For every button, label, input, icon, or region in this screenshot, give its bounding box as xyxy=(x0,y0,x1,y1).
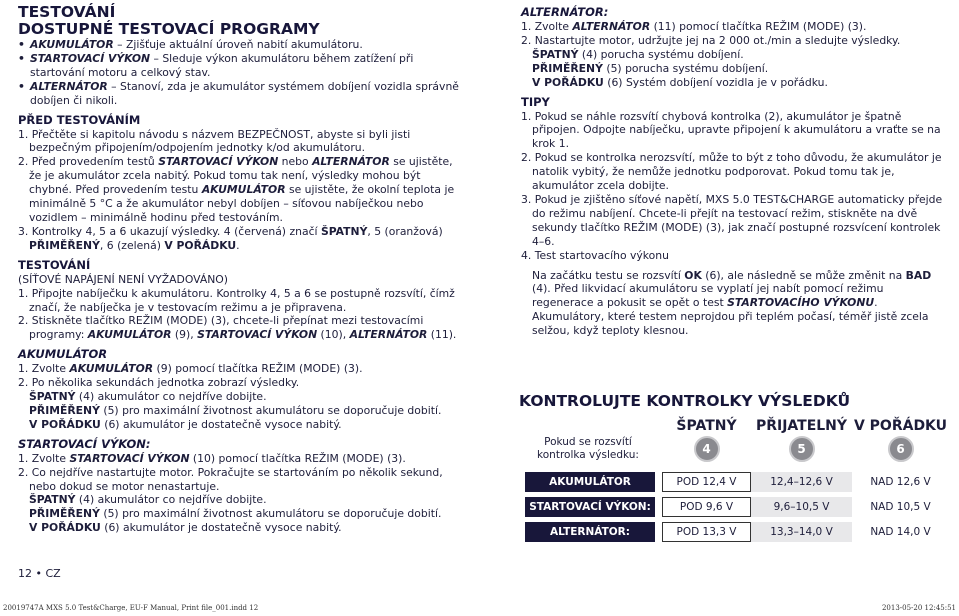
section-title-programs: DOSTUPNÉ TESTOVACÍ PROGRAMY xyxy=(18,20,320,38)
left-column xyxy=(18,4,463,535)
page-footer xyxy=(18,567,61,580)
footer-bullet: • xyxy=(35,567,42,580)
list-item: • ALTERNÁTOR – Stanoví, zda je akumulátor systémem dobíjení vozidla správně dobíjen či nikoli. xyxy=(18,80,463,108)
testing-subtitle: (SÍŤOVÉ NAPÁJENÍ NENÍ VYŽADOVÁNO) xyxy=(18,272,229,286)
lamp-5-icon: 5 xyxy=(789,436,815,462)
imprint-date: 2013-05-20 12:45:51 xyxy=(881,604,956,612)
section-title-tips: TIPY xyxy=(521,94,550,109)
list-item: • STARTOVACÍ VÝKON – Sleduje výkon akumulátoru během zatížení při startování motoru a celkový stav. xyxy=(18,52,463,80)
section-title-testing: TESTOVÁNÍ xyxy=(18,257,91,272)
header-ok: V POŘÁDKU 6 xyxy=(852,418,949,462)
results-table xyxy=(519,392,949,545)
akum-step-2: 2. Po několika sekundách jednotka zobrazí výsledky. xyxy=(18,376,300,390)
section-title-start: STARTOVACÍ VÝKON: xyxy=(18,436,151,451)
akum-result-fair: PŘIMĚŘENÝ (5) pro maximální životnost akumulátoru se doporučuje dobití. xyxy=(29,403,442,417)
alt-result-ok: V POŘÁDKU (6) Systém dobíjení vozidla je v pořádku. xyxy=(532,75,828,89)
section-title-alternator: ALTERNÁTOR: xyxy=(521,5,609,19)
header-bad: ŠPATNÝ 4 xyxy=(662,418,751,462)
akum-step-1: 1. Zvolte AKUMULÁTOR (9) pomocí tlačítka REŽIM (MODE) (3). xyxy=(18,362,363,376)
page-title: TESTOVÁNÍ xyxy=(18,3,116,21)
table-cell: 12,4–12,6 V xyxy=(751,472,852,492)
row-label: STARTOVACÍ VÝKON: xyxy=(525,497,655,517)
start-result-ok: V POŘÁDKU (6) akumulátor je dostatečně vysoce nabitý. xyxy=(29,521,342,535)
tip-3: 3. Pokud je zjištěno síťové napětí, MXS 5.0 TEST&CHARGE automaticky přejde do režimu nabíjení. Chcete-li přejít na testovací režim, stiskněte na dvě sekundy tlačítko REŽIM (MODE) (3), jak značí postupné rozsvícení kontrolek 4–6. xyxy=(521,192,943,248)
table-cell: NAD 10,5 V xyxy=(870,501,931,513)
before-step-1: 1. Přečtěte si kapitolu návodu s názvem BEZPEČNOST, abyste si byli jisti bezpečným připojením/odpojením jednotky k/od akumulátoru. xyxy=(18,127,411,155)
imprint-file: 20019747A MXS 5.0 Test&Charge, EU-F Manual, Print file_001.indd 12 xyxy=(3,604,259,612)
row-label: ALTERNÁTOR: xyxy=(525,522,655,542)
start-result-bad: ŠPATNÝ (4) akumulátor co nejdříve dobijte. xyxy=(29,493,267,507)
akum-result-bad: ŠPATNÝ (4) akumulátor co nejdříve dobijte. xyxy=(29,390,267,404)
testing-step-2: 2. Stiskněte tlačítko REŽIM (MODE) (3), chcete-li přepínat mezi testovacími programy: AKUMULÁTOR (9), STARTOVACÍ VÝKON (10), ALTERNÁTOR (11). xyxy=(18,314,457,342)
table-row xyxy=(519,495,949,520)
table-cell: POD 12,4 V xyxy=(662,472,751,492)
alt-result-fair: PŘIMĚŘENÝ (5) porucha systému dobíjení. xyxy=(532,61,769,75)
table-row xyxy=(519,470,949,495)
akum-result-ok: V POŘÁDKU (6) akumulátor je dostatečně vysoce nabitý. xyxy=(29,417,342,431)
tip-4-paragraph: Na začátku testu se rozsvítí OK (6), ale následně se může změnit na BAD (4). Před likvidací akumulátoru se vyplatí jej nabít pomocí režimu regenerace a pokusit se opět o test STARTOVACÍHO VÝKONU. Akumulátory, které testem neprojdou při teplém počasí, téměř jistě zcela selžou, když teploty klesnou. xyxy=(532,268,932,338)
table-cell: 13,3–14,0 V xyxy=(751,522,852,542)
alt-result-bad: ŠPATNÝ (4) porucha systému dobíjení. xyxy=(532,47,744,61)
table-cell: 9,6–10,5 V xyxy=(751,497,852,517)
table-cell: NAD 12,6 V xyxy=(870,476,931,488)
table-cell: POD 9,6 V xyxy=(662,497,751,517)
page-number: 12 xyxy=(18,567,32,580)
start-step-2: 2. Co nejdříve nastartujte motor. Pokračujte se startováním po několik sekund, nebo dokud se motor nenastartuje. xyxy=(18,465,443,493)
program-list xyxy=(18,38,463,108)
table-cell: POD 13,3 V xyxy=(662,522,751,542)
before-step-3: 3. Kontrolky 4, 5 a 6 ukazují výsledky. 4 (červená) značí ŠPATNÝ, 5 (oranžová) PŘIMĚŘENÝ, 6 (zelená) V POŘÁDKU. xyxy=(18,224,443,252)
tip-2: 2. Pokud se kontrolka nerozsvítí, může to být z toho důvodu, že akumulátor je natolik vybitý, že nemůže jednotku podporovat. Pokud tomu tak je, akumulátor zcela dobijte. xyxy=(521,151,942,193)
list-item: • AKUMULÁTOR – Zjišťuje aktuální úroveň nabití akumulátoru. xyxy=(18,38,463,52)
table-row xyxy=(519,520,949,545)
section-title-before: PŘED TESTOVÁNÍM xyxy=(18,112,141,127)
tip-1: 1. Pokud se náhle rozsvítí chybová kontrolka (2), akumulátor je špatně připojen. Odpojte nabíječku, upravte připojení k akumulátoru a vraťte se na krok 1. xyxy=(521,109,941,151)
start-result-fair: PŘIMĚŘENÝ (5) pro maximální životnost akumulátoru se doporučuje dobití. xyxy=(29,507,442,521)
results-question: Pokud se rozsvítí kontrolka výsledku: xyxy=(537,436,639,461)
section-title-akumulator: AKUMULÁTOR xyxy=(18,347,108,362)
testing-step-1: 1. Připojte nabíječku k akumulátoru. Kontrolky 4, 5 a 6 se postupně rozsvítí, čímž značí, že nabíječka je v testovacím režimu a je připravena. xyxy=(18,286,455,314)
lamp-6-icon: 6 xyxy=(888,436,914,462)
table-cell: NAD 14,0 V xyxy=(870,526,931,538)
alt-step-1: 1. Zvolte ALTERNÁTOR (11) pomocí tlačítka REŽIM (MODE) (3). xyxy=(521,20,867,33)
row-label: AKUMULÁTOR xyxy=(525,472,655,492)
tip-4: 4. Test startovacího výkonu xyxy=(521,248,669,262)
start-step-1: 1. Zvolte STARTOVACÍ VÝKON (10) pomocí tlačítka REŽIM (MODE) (3). xyxy=(18,451,406,465)
results-title: KONTROLUJTE KONTROLKY VÝSLEDKŮ xyxy=(519,392,851,410)
lamp-4-icon: 4 xyxy=(694,436,720,462)
right-column xyxy=(521,4,946,338)
before-step-2: 2. Před provedením testů STARTOVACÍ VÝKON nebo ALTERNÁTOR se ujistěte, že je akumulátor zcela nabitý. Pokud tomu tak není, výsledky mohou být chybné. Před provedením testu AKUMULÁTOR se ujistěte, že okolní teplota je minimálně 5 °C a že akumulátor nebyl dobíjen – síťovou nabíječkou nebo vozidlem – minimálně hodinu před testováním. xyxy=(18,155,455,224)
header-fair: PŘIJATELNÝ 5 xyxy=(751,418,852,462)
footer-lang: CZ xyxy=(45,567,61,580)
alt-step-2: 2. Nastartujte motor, udržujte jej na 2 000 ot./min a sledujte výsledky. xyxy=(521,33,901,47)
results-header xyxy=(519,418,949,470)
